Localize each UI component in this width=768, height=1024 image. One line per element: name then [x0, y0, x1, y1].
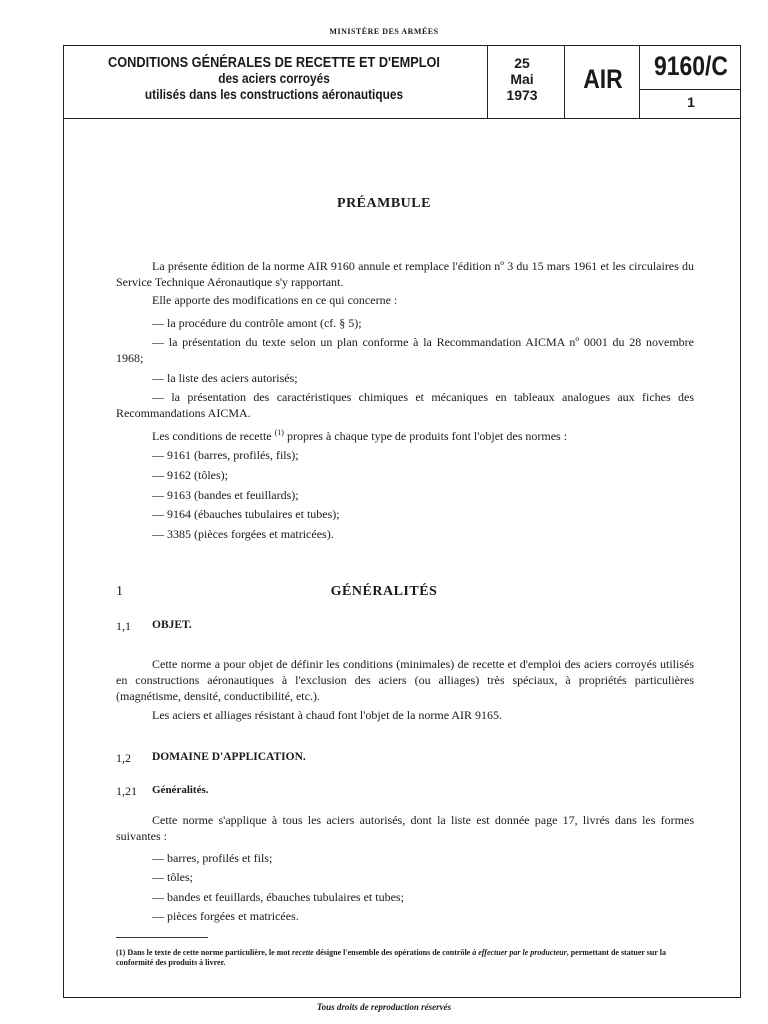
list-item: — la procédure du contrôle amont (cf. § 5);: [152, 316, 362, 330]
list-item: — tôles;: [152, 870, 193, 884]
list-item: — la présentation du texte selon un plan conforme à la Recommandation AICMA nº 0001 du 28 novembre 1968;: [116, 335, 694, 365]
header-divider: [564, 46, 565, 118]
preamble-title: PRÉAMBULE: [337, 196, 431, 211]
section-title: GÉNÉRALITÉS: [330, 584, 438, 599]
footnote-number: (1): [116, 948, 126, 957]
list-item: — bandes et feuillards, ébauches tubulaires et tubes;: [152, 890, 404, 904]
section-number: 1: [116, 584, 123, 599]
list-item: — 9161 (barres, profilés, fils);: [152, 448, 299, 462]
preamble-paragraph: La présente édition de la norme AIR 9160 annule et remplace l'édition nº 3 du 15 mars 1961 et les circulaires du Service Technique Aéronautique s'y rapportant.: [116, 259, 694, 289]
subsection-number: 1,1: [116, 619, 131, 633]
paragraph-text: propres à chaque type de produits font l'objet des normes :: [283, 429, 568, 443]
document-header: [64, 46, 740, 119]
list-item: — la présentation des caractéristiques chimiques et mécaniques en tableaux analogues aux fiches des Recommandations AICMA.: [116, 390, 694, 420]
series-label: AIR: [583, 64, 623, 94]
footnote-rule: [116, 937, 208, 938]
header-divider: [639, 89, 740, 90]
subsection-number: 1,21: [116, 784, 137, 798]
subsection-title: Généralités.: [152, 784, 209, 796]
list-item: — 3385 (pièces forgées et matricées).: [152, 527, 334, 541]
ministry-label: MINISTÈRE DES ARMÉES: [329, 27, 439, 36]
footnote-text: , permettant de statuer sur la conformité des produits à livrer.: [116, 948, 666, 967]
preamble-paragraph: [116, 425, 694, 444]
list-item: — 9162 (tôles);: [152, 468, 228, 482]
title-line-1: CONDITIONS GÉNÉRALES DE RECETTE ET D'EMPLOI: [107, 55, 440, 71]
subsection-title: OBJET.: [152, 619, 192, 631]
preamble-paragraph: Elle apporte des modifications en ce qui concerne :: [152, 293, 398, 307]
date-day: 25: [514, 55, 530, 71]
list-item: — barres, profilés et fils;: [152, 851, 273, 865]
section-paragraph: Cette norme a pour objet de définir les conditions (minimales) de recette et d'emploi des aciers corroyés utilisés en constructions aéronautiques à l'exclusion des aciers (ou alliages) très spéciaux, à propriétés particulières (magnétisme, densité, conductibilité, etc.).: [116, 657, 694, 703]
list-item: — 9164 (ébauches tubulaires et tubes);: [152, 507, 340, 521]
document-title: [89, 55, 459, 103]
footnote: [116, 948, 694, 968]
date-year: 1973: [506, 87, 538, 103]
norm-number: 9160/C: [653, 51, 729, 81]
footnote-emphasis: à effectuer par le producteur: [472, 948, 567, 957]
paragraph-text: Les conditions de recette: [152, 429, 275, 443]
section-paragraph: Les aciers et alliages résistant à chaud font l'objet de la norme AIR 9165.: [152, 708, 503, 722]
title-line-2: des aciers corroyés: [218, 71, 330, 86]
list-item: — la liste des aciers autorisés;: [152, 371, 298, 385]
footnote-text: désigne l'ensemble des opérations de contrôle: [313, 948, 473, 957]
document-date: [487, 55, 557, 103]
list-item: — 9163 (bandes et feuillards);: [152, 488, 299, 502]
date-month: Mai: [510, 71, 534, 87]
list-item: — pièces forgées et matricées.: [152, 909, 299, 923]
title-line-3: utilisés dans les constructions aéronautiques: [144, 87, 404, 102]
header-divider: [639, 46, 640, 118]
section-paragraph: Cette norme s'applique à tous les aciers autorisés, dont la liste est donnée page 17, livrés dans les formes suivantes :: [116, 813, 694, 843]
page-number: 1: [687, 94, 695, 110]
footnote-emphasis: recette: [292, 948, 314, 957]
footnote-text: Dans le texte de cette norme particulière, le mot: [127, 948, 293, 957]
subsection-number: 1,2: [116, 751, 131, 765]
footnote-reference: (1): [274, 428, 284, 437]
copyright-notice: Tous droits de reproduction réservés: [316, 1002, 452, 1012]
subsection-title: DOMAINE D'APPLICATION.: [152, 751, 306, 763]
